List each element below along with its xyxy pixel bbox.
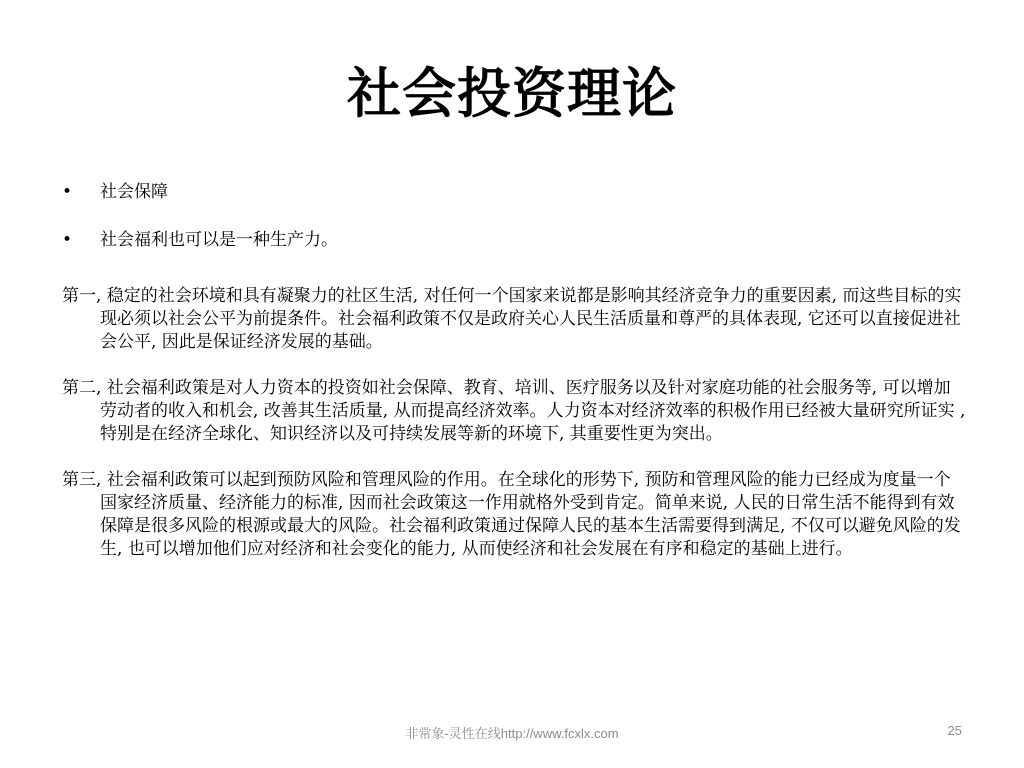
paragraph-1: 第一, 稳定的社会环境和具有凝聚力的社区生活, 对任何一个国家来说都是影响其经济竞争力的重要因素, 而这些目标的实现必须以社会公平为前提条件。社会福利政策不仅是政府关心人民生活质量和尊严的具体表现, 它还可以直接促进社会公平, 因此是保证经济发展的基础。 xyxy=(62,286,962,352)
bullet-text: 社会福利也可以是一种生产力。 xyxy=(100,230,338,250)
bullet-item xyxy=(62,228,962,252)
bullet-icon: • xyxy=(62,230,73,250)
paragraph-3: 第三, 社会福利政策可以起到预防风险和管理风险的作用。在全球化的形势下, 预防和管理风险的能力已经成为度量一个国家经济质量、经济能力的标准, 因而社会政策这一作用就格外受到肯定。简单来说, 人民的日常生活不能得到有效保障是很多风险的根源或最大的风险。社会福利政策通过保障人民的基本生活需要得到满足, 不仅可以避免风险的发生, 也可以增加他们应对经济和社会变化的能力, 从而使经济和社会发展在有序和稳定的基础上进行。 xyxy=(62,470,961,559)
body-text xyxy=(62,285,967,584)
bullet-list xyxy=(62,180,962,276)
bullet-item xyxy=(62,180,962,204)
footer-text: 非常象-灵性在线http://www.fcxlx.com xyxy=(405,726,619,741)
slide-title: 社会投资理论 xyxy=(347,61,677,125)
bullet-icon: • xyxy=(62,182,73,202)
page-number: 25 xyxy=(947,723,962,738)
paragraph-2: 第二, 社会福利政策是对人力资本的投资如社会保障、教育、培训、医疗服务以及针对家庭功能的社会服务等, 可以增加劳动者的收入和机会, 改善其生活质量, 从而提高经济效率。人力资本对经济效率的积极作用已经被大量研究所证实 , 特别是在经济全球化、知识经济以及可持续发展等新的环境下, 其重要性更为突出。 xyxy=(62,378,966,444)
bullet-text: 社会保障 xyxy=(100,182,168,202)
